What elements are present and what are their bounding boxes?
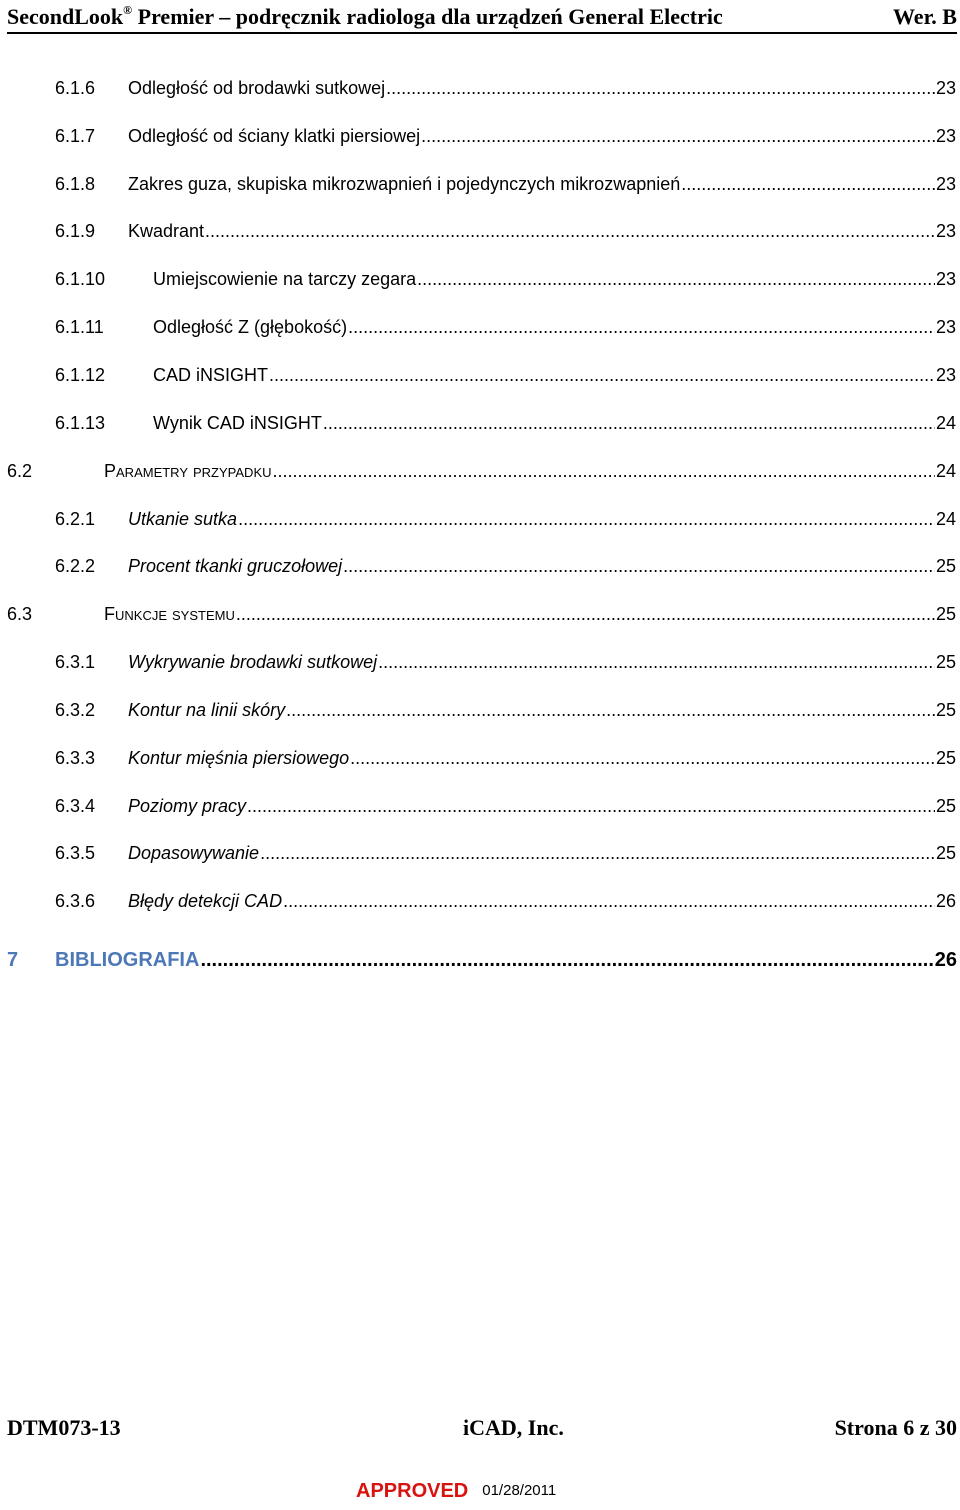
toc-entry-page: 23 xyxy=(935,174,956,194)
title-rest: Premier – podręcznik radiologa dla urządzeń General Electric xyxy=(132,4,723,29)
toc-entry[interactable] xyxy=(55,362,956,388)
toc-leader-dots xyxy=(348,314,935,340)
page-header xyxy=(7,2,957,34)
toc-entry-number: 6.1.6 xyxy=(55,78,96,98)
toc-entry-title: Kontur mięśnia piersiowego xyxy=(128,748,350,768)
toc-entry-number: 6.3.6 xyxy=(55,891,96,911)
toc-leader-dots xyxy=(238,506,935,532)
toc-entry-page: 23 xyxy=(935,269,956,289)
toc-entry-number: 6.2.1 xyxy=(55,509,96,529)
toc-entry-page: 23 xyxy=(935,317,956,337)
toc-entry-page: 26 xyxy=(935,891,956,911)
toc-leader-dots xyxy=(421,123,935,149)
toc-entry-title: Zakres guza, skupiska mikrozwapnień i pojedynczych mikrozwapnień xyxy=(128,174,681,194)
toc-entry-page: 23 xyxy=(935,78,956,98)
toc-entry[interactable] xyxy=(55,649,956,675)
toc-leader-dots xyxy=(273,458,935,484)
toc-entry-title: Umiejscowienie na tarczy zegara xyxy=(153,269,417,289)
toc-entry-title: BIBLIOGRAFIA xyxy=(55,949,200,971)
toc-entry-number: 6.1.11 xyxy=(55,317,104,337)
toc-entry-page: 25 xyxy=(935,748,956,768)
approval-stamp xyxy=(356,1480,556,1510)
toc-entry-number: 6.3.5 xyxy=(55,843,96,863)
toc-entry-page: 25 xyxy=(935,556,956,576)
toc-entry-number: 6.1.7 xyxy=(55,126,96,146)
toc-entry-title: Dopasowywanie xyxy=(128,843,260,863)
toc-entry[interactable] xyxy=(55,218,956,244)
toc-entry-page: 23 xyxy=(935,221,956,241)
page-number: Strona 6 z 30 xyxy=(834,1415,957,1440)
approved-label: APPROVED xyxy=(356,1480,469,1502)
toc-entry[interactable] xyxy=(55,410,956,436)
toc-entry-title: Wykrywanie brodawki sutkowej xyxy=(128,652,378,672)
toc-entry[interactable] xyxy=(55,123,956,149)
toc-entry-page: 23 xyxy=(935,365,956,385)
page-footer xyxy=(7,1412,957,1444)
toc-entry[interactable] xyxy=(55,745,956,771)
toc-leader-dots xyxy=(386,75,935,101)
toc-leader-dots xyxy=(417,266,935,292)
document-id: DTM073-13 xyxy=(7,1415,121,1440)
toc-leader-dots xyxy=(247,793,935,819)
toc-entry[interactable] xyxy=(55,793,956,819)
toc-section-entry[interactable] xyxy=(7,458,956,484)
toc-entry-number: 7 xyxy=(7,949,19,971)
toc-entry-title: CAD iNSIGHT xyxy=(153,365,269,385)
toc-entry-title: Wynik CAD iNSIGHT xyxy=(153,413,322,433)
toc-entry-number: 6.3 xyxy=(7,604,33,624)
toc-leader-dots xyxy=(286,697,935,723)
toc-entry-number: 6.1.8 xyxy=(55,174,96,194)
toc-leader-dots xyxy=(269,362,935,388)
toc-leader-dots xyxy=(350,745,935,771)
toc-leader-dots xyxy=(378,649,935,675)
toc-entry-number: 6.1.13 xyxy=(55,413,106,433)
toc-leader-dots xyxy=(236,601,935,627)
toc-entry-number: 6.1.9 xyxy=(55,221,96,241)
product-name: SecondLook xyxy=(7,4,124,29)
toc-entry[interactable] xyxy=(55,506,956,532)
toc-entry-number: 6.3.1 xyxy=(55,652,96,672)
toc-entry-title: Odległość od brodawki sutkowej xyxy=(128,78,386,98)
toc-entry-page: 25 xyxy=(935,652,956,672)
toc-entry-page: 24 xyxy=(935,461,956,481)
toc-entry-number: 6.3.2 xyxy=(55,700,96,720)
toc-leader-dots xyxy=(205,218,935,244)
document-title xyxy=(7,2,723,32)
toc-entry-title: Odległość Z (głębokość) xyxy=(153,317,348,337)
toc-entry[interactable] xyxy=(55,840,956,866)
toc-entry-page: 23 xyxy=(935,126,956,146)
toc-entry-title: Poziomy pracy xyxy=(128,796,247,816)
toc-entry[interactable] xyxy=(55,75,956,101)
toc-chapter-entry[interactable] xyxy=(7,945,957,975)
toc-section-entry[interactable] xyxy=(7,601,956,627)
toc-entry[interactable] xyxy=(55,553,956,579)
toc-entry-title: Parametry przypadku xyxy=(104,461,272,481)
toc-entry-page: 25 xyxy=(935,796,956,816)
toc-entry-title: Odległość od ściany klatki piersiowej xyxy=(128,126,421,146)
toc-entry-number: 6.3.3 xyxy=(55,748,96,768)
toc-entry-title: Funkcje systemu xyxy=(104,604,235,624)
company-name: iCAD, Inc. xyxy=(463,1415,564,1440)
registered-mark: ® xyxy=(123,2,133,17)
toc-leader-dots xyxy=(681,171,935,197)
toc-entry-number: 6.1.12 xyxy=(55,365,106,385)
document-version: Wer. B xyxy=(893,4,957,29)
toc-entry-title: Kwadrant xyxy=(128,221,205,241)
toc-leader-dots xyxy=(343,553,935,579)
toc-entry-number: 6.2.2 xyxy=(55,556,96,576)
toc-entry-title: Błędy detekcji CAD xyxy=(128,891,283,911)
toc-entry-title: Utkanie sutka xyxy=(128,509,238,529)
toc-entry-title: Procent tkanki gruczołowej xyxy=(128,556,343,576)
toc-entry-page: 24 xyxy=(935,509,956,529)
toc-entry-page: 26 xyxy=(934,949,957,971)
toc-entry-number: 6.3.4 xyxy=(55,796,96,816)
toc-entry[interactable] xyxy=(55,888,956,914)
toc-entry[interactable] xyxy=(55,697,956,723)
toc-leader-dots xyxy=(323,410,935,436)
toc-entry-page: 25 xyxy=(935,700,956,720)
toc-entry-page: 25 xyxy=(935,604,956,624)
toc-entry[interactable] xyxy=(55,314,956,340)
toc-entry[interactable] xyxy=(55,171,956,197)
toc-entry[interactable] xyxy=(55,266,956,292)
toc-entry-page: 25 xyxy=(935,843,956,863)
toc-leader-dots xyxy=(200,945,933,975)
toc-entry-number: 6.2 xyxy=(7,461,33,481)
toc-leader-dots xyxy=(260,840,935,866)
toc-entry-number: 6.1.10 xyxy=(55,269,106,289)
toc-entry-page: 24 xyxy=(935,413,956,433)
toc-leader-dots xyxy=(283,888,935,914)
toc-entry-title: Kontur na linii skóry xyxy=(128,700,286,720)
approval-date: 01/28/2011 xyxy=(482,1482,557,1499)
